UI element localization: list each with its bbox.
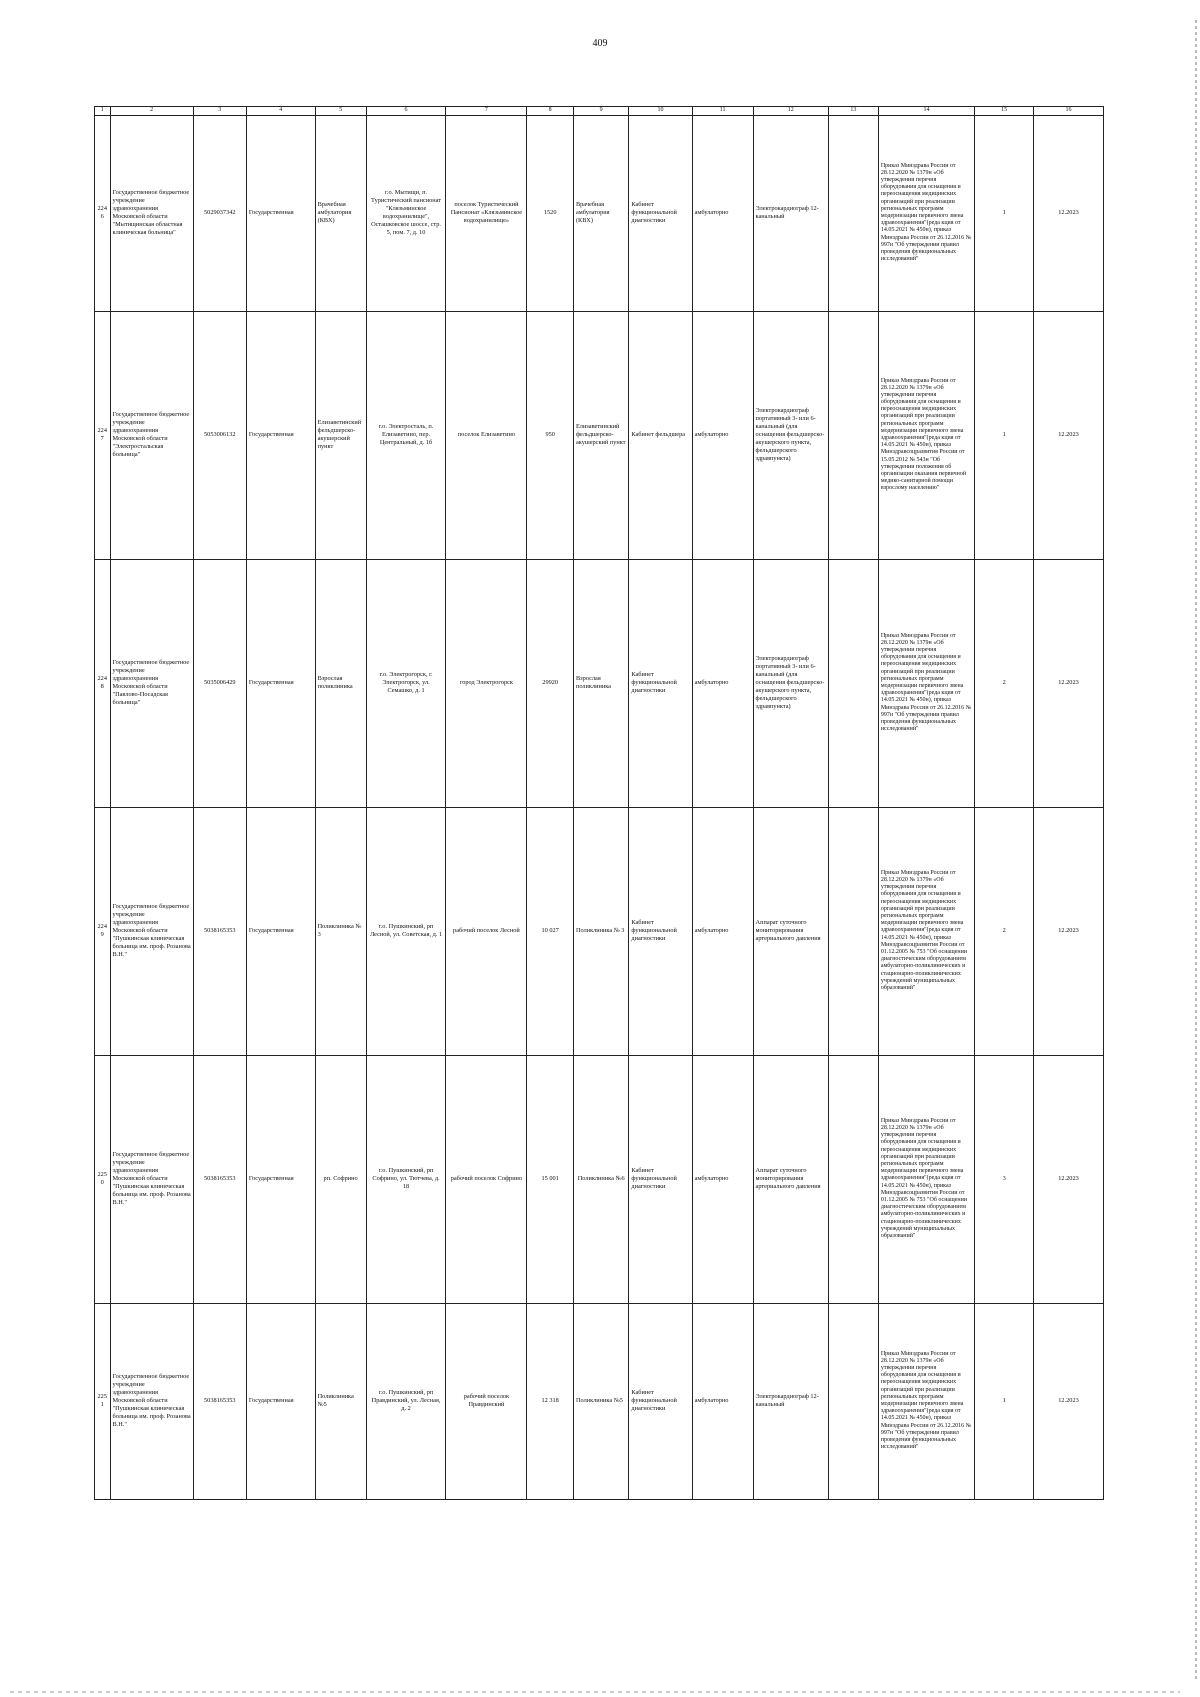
population-cell: 29920 — [527, 559, 574, 807]
cabinet-cell: Кабинет фельдшера — [629, 311, 692, 559]
column-number: 14 — [878, 107, 974, 116]
care-type-cell: амбулаторно — [692, 115, 753, 311]
table-row — [95, 1303, 1104, 1499]
equipment-cell: Электрокардиограф 12-канальный — [753, 1303, 828, 1499]
row-number: 2249 — [95, 807, 111, 1055]
column-number: 6 — [366, 107, 446, 116]
deadline-cell: 12.2023 — [1034, 1055, 1104, 1303]
row-number: 2247 — [95, 311, 111, 559]
subunit-cell: Поликлиника № 3 — [573, 807, 628, 1055]
inn-cell: 5053006132 — [193, 311, 246, 559]
row-number: 2246 — [95, 115, 111, 311]
column-number: 8 — [527, 107, 574, 116]
empty-cell — [828, 311, 878, 559]
table-row — [95, 311, 1104, 559]
quantity-cell: 2 — [975, 559, 1034, 807]
empty-cell — [828, 115, 878, 311]
address-cell: г.о. Электрогорск, г. Электрогорск, ул. Семашко, д. 1 — [366, 559, 446, 807]
population-cell: 1520 — [527, 115, 574, 311]
cabinet-cell: Кабинет функциональной диагностики — [629, 807, 692, 1055]
column-number: 5 — [315, 107, 366, 116]
organization-name: Государственное бюджетное учреждение здравоохранения Московской области "Пушкинская клиническая больница им. проф. Розанова В.Н." — [110, 1303, 193, 1499]
inn-cell: 5029037342 — [193, 115, 246, 311]
subunit-cell: Елизаветинский фельдшерско-акушерский пункт — [573, 311, 628, 559]
column-number: 15 — [975, 107, 1034, 116]
column-number: 16 — [1034, 107, 1104, 116]
deadline-cell: 12.2023 — [1034, 115, 1104, 311]
cabinet-cell: Кабинет функциональной диагностики — [629, 1055, 692, 1303]
settlement-cell: рабочий поселок Софрино — [446, 1055, 527, 1303]
column-number: 1 — [95, 107, 111, 116]
subunit-cell: Врачебная амбулатория (КВХ) — [573, 115, 628, 311]
column-number: 7 — [446, 107, 527, 116]
equipment-cell: Аппарат суточного мониторирования артериального давления — [753, 807, 828, 1055]
address-cell: г.о. Пушкинский, рп Софрино, ул. Тютчева, д. 18 — [366, 1055, 446, 1303]
equipment-cell: Электрокардиограф 12-канальный — [753, 115, 828, 311]
inn-cell: 5035006429 — [193, 559, 246, 807]
cabinet-cell: Кабинет функциональной диагностики — [629, 115, 692, 311]
empty-cell — [828, 1303, 878, 1499]
cabinet-cell: Кабинет функциональной диагностики — [629, 559, 692, 807]
care-type-cell: амбулаторно — [692, 559, 753, 807]
ownership-form: Государственная — [246, 559, 315, 807]
scan-edge-right — [1195, 20, 1197, 1680]
inn-cell: 5038165353 — [193, 1055, 246, 1303]
inn-cell: 5038165353 — [193, 1303, 246, 1499]
column-number: 11 — [692, 107, 753, 116]
structural-unit: Елизаветинский фельдшерско-акушерский пункт — [315, 311, 366, 559]
structural-unit: рп. Софрино — [315, 1055, 366, 1303]
row-number: 2248 — [95, 559, 111, 807]
quantity-cell: 2 — [975, 807, 1034, 1055]
column-number: 13 — [828, 107, 878, 116]
inn-cell: 5038165353 — [193, 807, 246, 1055]
care-type-cell: амбулаторно — [692, 1055, 753, 1303]
column-number: 9 — [573, 107, 628, 116]
address-cell: г.о. Мытищи, п. Туристический пансионат "Клязьминское водохранилище", Осташковское шоссе, стр. 5, пом. 7, д. 10 — [366, 115, 446, 311]
empty-cell — [828, 807, 878, 1055]
structural-unit: Поликлиника №5 — [315, 1303, 366, 1499]
address-cell: г.о. Электросталь, п. Елизаветино, пер. Центральный, д. 1б — [366, 311, 446, 559]
table-row — [95, 115, 1104, 311]
equipment-cell: Электрокардиограф портативный 3- или 6-канальный (для оснащения фельдшерско-акушерского пункта, фельдшерского здравпункта) — [753, 311, 828, 559]
ownership-form: Государственная — [246, 1303, 315, 1499]
population-cell: 15 001 — [527, 1055, 574, 1303]
deadline-cell: 12.2023 — [1034, 311, 1104, 559]
organization-name: Государственное бюджетное учреждение здравоохранения Московской области "Павлово-Посадская больница" — [110, 559, 193, 807]
organization-name: Государственное бюджетное учреждение здравоохранения Московской области "Пушкинская клиническая больница им. проф. Розанова В.Н." — [110, 807, 193, 1055]
column-number: 3 — [193, 107, 246, 116]
page-number: 409 — [592, 38, 608, 49]
table-row — [95, 559, 1104, 807]
column-number: 2 — [110, 107, 193, 116]
population-cell: 950 — [527, 311, 574, 559]
cabinet-cell: Кабинет функциональной диагностики — [629, 1303, 692, 1499]
subunit-cell: Взрослая поликлиника — [573, 559, 628, 807]
care-type-cell: амбулаторно — [692, 807, 753, 1055]
care-type-cell: амбулаторно — [692, 311, 753, 559]
settlement-cell: город Электрогорск — [446, 559, 527, 807]
settlement-cell: поселок Елизаветино — [446, 311, 527, 559]
deadline-cell: 12.2023 — [1034, 559, 1104, 807]
column-number: 12 — [753, 107, 828, 116]
column-number-row — [95, 107, 1104, 116]
deadline-cell: 12.2023 — [1034, 807, 1104, 1055]
ownership-form: Государственная — [246, 807, 315, 1055]
address-cell: г.о. Пушкинский, рп Правдинский, ул. Лесная, д. 2 — [366, 1303, 446, 1499]
settlement-cell: рабочий поселок Правдинский — [446, 1303, 527, 1499]
equipment-cell: Аппарат суточного мониторирования артериального давления — [753, 1055, 828, 1303]
address-cell: г.о. Пушкинский, рп Лесной, ул. Советская, д. 1 — [366, 807, 446, 1055]
legal-basis-cell: Приказ Минздрава России от 28.12.2020 № 1379н «Об утверждении перечня оборудования для оснащения и переоснащения медицинских организаций при реализации региональных программ модернизации первичного звена здравоохранения"(реда кция от 14.05.2021 № 450н), приказ Минздрава России от 26.12.2016 № 997н "Об утверждении правил проведения функциональных исследований" — [878, 1303, 974, 1499]
column-number: 10 — [629, 107, 692, 116]
quantity-cell: 3 — [975, 1055, 1034, 1303]
table-row — [95, 1055, 1104, 1303]
empty-cell — [828, 1055, 878, 1303]
quantity-cell: 1 — [975, 115, 1034, 311]
legal-basis-cell: Приказ Минздрава России от 28.12.2020 № 1379н «Об утверждении перечня оборудования для оснащения и переоснащения медицинских организаций при реализации региональных программ модернизации первичного звена здравоохранения"(реда кция от 14.05.2021 № 450н), приказ Минздравсоцразвития России от 01.12.2005 № 753 "Об оснащении диагностическим оборудованием амбулаторно-поликлинических и стационарно-поликлинических учреждений муниципальных образований" — [878, 1055, 974, 1303]
legal-basis-cell: Приказ Минздрава России от 28.12.2020 № 1379н «Об утверждении перечня оборудования для оснащения и переоснащения медицинских организаций при реализации региональных программ модернизации первичного звена здравоохранения"(реда кция от 14.05.2021 № 450н), приказ Минздравсоцразвития России от 01.12.2005 № 753 "Об оснащении диагностическим оборудованием амбулаторно-поликлинических и стационарно-поликлинических учреждений муниципальных образований" — [878, 807, 974, 1055]
row-number: 2251 — [95, 1303, 111, 1499]
ownership-form: Государственная — [246, 1055, 315, 1303]
equipment-cell: Электрокардиограф портативный 3- или 6-канальный (для оснащения фельдшерско-акушерского пункта, фельдшерского здравпункта) — [753, 559, 828, 807]
quantity-cell: 1 — [975, 1303, 1034, 1499]
subunit-cell: Поликлиника №6 — [573, 1055, 628, 1303]
population-cell: 10 027 — [527, 807, 574, 1055]
settlement-cell: поселок Туристический Пансионат «Клязьминское водохранилище» — [446, 115, 527, 311]
organization-name: Государственное бюджетное учреждение здравоохранения Московской области "Пушкинская клиническая больница им. проф. Розанова В.Н." — [110, 1055, 193, 1303]
row-number: 2250 — [95, 1055, 111, 1303]
equipment-registry-table — [94, 106, 1104, 1500]
column-number: 4 — [246, 107, 315, 116]
ownership-form: Государственная — [246, 311, 315, 559]
organization-name: Государственное бюджетное учреждение здравоохранения Московской области "Мытищинская областная клиническая больница" — [110, 115, 193, 311]
population-cell: 12 318 — [527, 1303, 574, 1499]
structural-unit: Поликлиника № 3 — [315, 807, 366, 1055]
structural-unit: Взрослая поликлиника — [315, 559, 366, 807]
structural-unit: Врачебная амбулатория (КВХ) — [315, 115, 366, 311]
legal-basis-cell: Приказ Минздрава России от 28.12.2020 № 1379н «Об утверждении перечня оборудования для оснащения и переоснащения медицинских организаций при реализации региональных программ модернизации первичного звена здравоохранения"(реда кция от 14.05.2021 № 450н), приказ Минздрава России от 26.12.2016 № 997н "Об утверждении правил проведения функциональных исследований" — [878, 559, 974, 807]
legal-basis-cell: Приказ Минздрава России от 28.12.2020 № 1379н «Об утверждении перечня оборудования для оснащения и переоснащения медицинских организаций при реализации региональных программ модернизации первичного звена здравоохранения"(реда кция от 14.05.2021 № 450н), приказ Минздравсоцразвития России от 15.05.2012 № 543н "Об утверждении положения об организации оказания первичной медико-санитарной помощи взрослому населению" — [878, 311, 974, 559]
scan-edge-bottom — [10, 1691, 1180, 1693]
quantity-cell: 1 — [975, 311, 1034, 559]
care-type-cell: амбулаторно — [692, 1303, 753, 1499]
ownership-form: Государственная — [246, 115, 315, 311]
table-row — [95, 807, 1104, 1055]
settlement-cell: рабочий поселок Лесной — [446, 807, 527, 1055]
deadline-cell: 12.2023 — [1034, 1303, 1104, 1499]
subunit-cell: Поликлиника №5 — [573, 1303, 628, 1499]
organization-name: Государственное бюджетное учреждение здравоохранения Московской области "Электростальская больница" — [110, 311, 193, 559]
legal-basis-cell: Приказ Минздрава России от 28.12.2020 № 1379н «Об утверждении перечня оборудования для оснащения и переоснащения медицинских организаций при реализации региональных программ модернизации первичного звена здравоохранения"(реда кция от 14.05.2021 № 450н), приказ Минздрава России от 26.12.2016 № 997н "Об утверждении правил проведения функциональных исследований" — [878, 115, 974, 311]
empty-cell — [828, 559, 878, 807]
